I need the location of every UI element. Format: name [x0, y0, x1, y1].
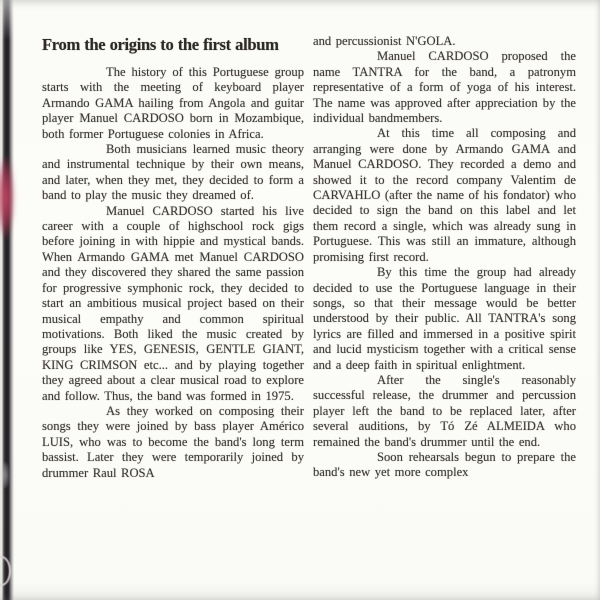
paragraph: At this time all composing and arranging were done by Armando GAMA and Manuel CARDOSO. They recorded a demo and showed it to the record company Valentim de CARVAHLO (after the name of his fondator) who decided to sign the band on this label and let them record a single, which was already sung in Portuguese. This was still an immature, although promising first record.	[313, 126, 576, 264]
text-column-right	[313, 34, 576, 481]
spine-top-fade	[0, 0, 14, 40]
paragraph: After the single's reasonably successful release, the drummer and percussion player left the band to be replaced later, after several auditions, by Tó Zé ALMEIDA who remained the band's drummer until the end.	[313, 372, 576, 449]
paragraph: Manuel CARDOSO started his live career with a couple of highschool rock gigs before joining in with hippie and mystical bands. When Armando GAMA met Manuel CARDOSO and they discovered they shared the same passion for progressive symphonic rock, they decided to start an ambitious musical project based on their musical empathy and common spiritual motivations. Both liked the music created by groups like YES, GENESIS, GENTLE GIANT, KING CRIMSON etc... and by playing together they agreed about a clear musical road to explore and follow. Thus, the band was formed in 1975.	[42, 203, 304, 403]
paragraph: Manuel CARDOSO proposed the name TANTRA for the band, a patronym representative of a form of yoga of his interest. The name was approved after appreciation by the individual bandmembers.	[313, 49, 576, 126]
spine-light-spot	[1, 462, 9, 488]
paragraph: The history of this Portuguese group starts with the meeting of keyboard player Armando GAMA hailing from Angola and guitar player Manuel CARDOSO born in Mozambique, both former Portuguese colonies in Africa.	[42, 65, 304, 141]
text-column-left	[42, 35, 304, 481]
paragraph: and percussionist N'GOLA.	[313, 34, 456, 48]
paragraph: As they worked on composing their songs they were joined by bass player Américo LUIS, who was to become the band's long term bassist. Later they were temporarily joined by drummer Raul ROSA	[42, 403, 304, 480]
booklet-spine	[0, 0, 14, 600]
paragraph: Both musicians learned music theory and instrumental technique by their own means, and later, when they met, they decided to form a band to play the music they dreamed of.	[42, 142, 304, 203]
paragraph: Soon rehearsals begun to prepare the band's new yet more complex	[313, 449, 576, 480]
paragraph: By this time the group had already decided to use the Portuguese language in their songs, so that their message would be better understood by their public. All TANTRA's song lyrics are filled and immersed in a positive spirit and lucid mysticism together with a critical sense and a deep faith in spiritual enlightment.	[313, 265, 576, 372]
section-heading: From the origins to the first album	[42, 35, 279, 54]
